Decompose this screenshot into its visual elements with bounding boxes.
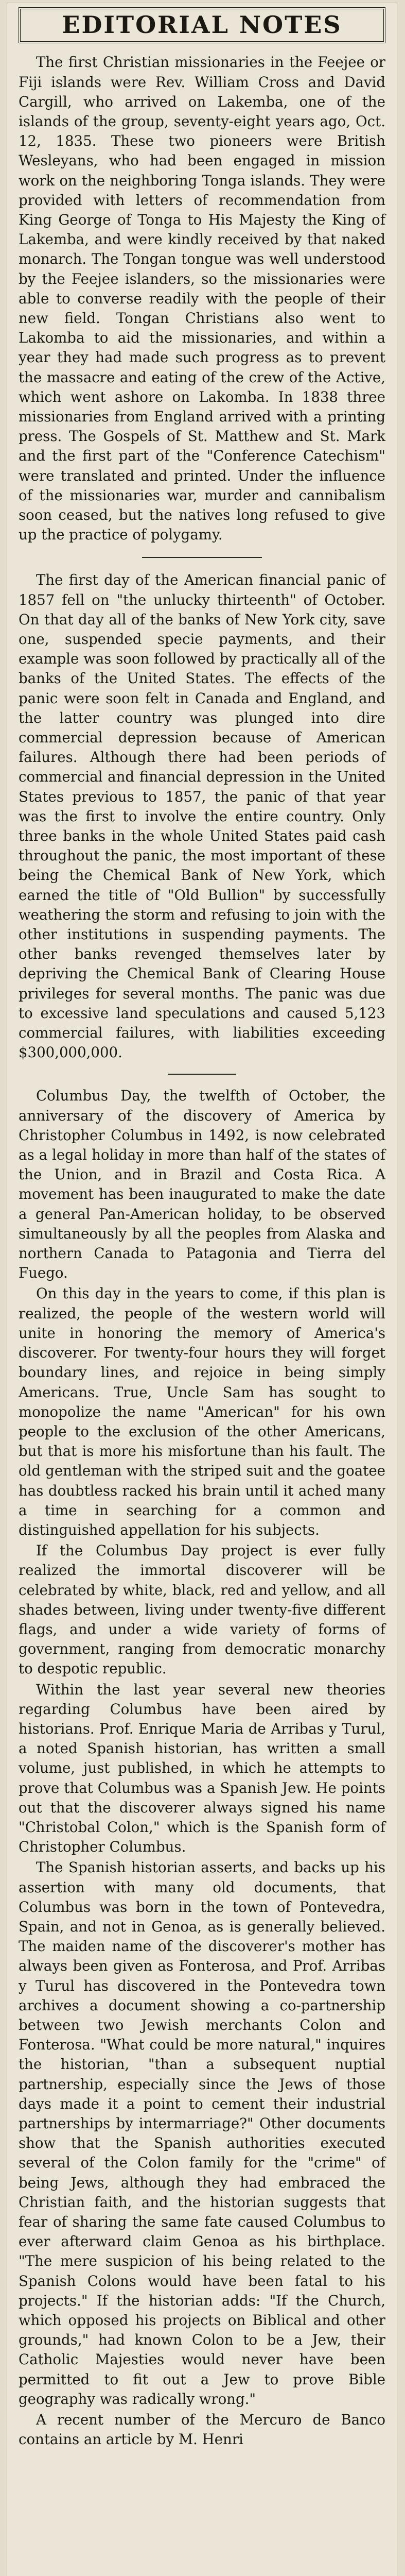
article-paragraph: A recent number of the Mercuro de Banco contains an article by M. Henri — [19, 2411, 385, 2448]
article-paragraph: The first Christian missionaries in the Feejee or Fiji islands were Rev. William Cross and David Cargill, who arrived on Lakemba, one of the islands of the group, seventy-eight years ago, Oct. 12, 1835. These two pioneers were British Wesleyans, who had been engaged in mission work on the neighboring Tonga islands. They were provided with letters of recommendation from King George of Tonga to His Majesty the King of Lakemba, and were kindly received by that naked monarch. The Tongan tongue was well understood by the Feejee islanders, so the missionaries were able to converse readily with the people of their new field. Tongan Christians also went to Lakomba to aid the missionaries, and within a year they had made such progress as to prevent the massacre and eating of the crew of the Active, which went ashore on Lakomba. In 1838 three missionaries from England arrived with a printing press. The Gospels of St. Matthew and St. Mark and the first part of the "Conference Catechism" were translated and printed. Under the influence of the missionaries war, murder and cannibalism soon ceased, but the natives long refused to give up the practice of polygamy. — [19, 54, 385, 544]
article-paragraph: The Spanish historian asserts, and backs up his assertion with many old documents, that Columbus was born in the town of Pontevedra, Spain, and not in Genoa, as is generally believed. The maiden name of the discoverer's mother has always been given as Fonterosa, and Prof. Arribas y Turul has discovered in the Pontevedra town archives a document showing a co-partnership between two Jewish merchants Colon and Fonterosa. "What could be more natural," inquires the historian, "than a subsequent nuptial partnership, especially since the Jews of those days made it a point to cement their industrial partnerships by intermarriage?" Other documents show that the Spanish authorities executed several of the Colon family for the "crime" of being Jews, although they had embraced the Christian faith, and the historian suggests that fear of sharing the same fate caused Columbus to ever afterward claim Genoa as his birthplace. "The mere suspicion of his being related to the Spanish Colons would have been fatal to his projects." If the historian adds: "If the Church, which opposed his projects on Biblical and other grounds," had known Colon to be a Jew, their Catholic Majesties would never have been permitted to fit out a Jew to prove Bible geography was radically wrong." — [19, 1859, 385, 2408]
newspaper-clipping — [7, 3, 397, 2576]
article-paragraph: Within the last year several new theories regarding Columbus have been aired by historians. Prof. Enrique Maria de Arribas y Turul, a noted Spanish historian, has written a small volume, just published, in which he attempts to prove that Columbus was a Spanish Jew. He points out that the discoverer always signed his name "Christobal Colon," which is the Spanish form of Christopher Columbus. — [19, 1681, 385, 1856]
article-paragraph: On this day in the years to come, if this plan is realized, the people of the western world will unite in honoring the memory of America's discoverer. For twenty-four hours they will forget boundary lines, and rejoice in being simply Americans. True, Uncle Sam has sought to monopolize the name "American" for his own people to the exclusion of the other Americans, but that is more his misfortune than his fault. The old gentleman with the striped suit and the goatee has doubtless racked his brain until it ached many a time in searching for a common and distinguished appellation for his subjects. — [19, 1285, 385, 1538]
article-fiji-missionaries — [19, 53, 385, 545]
article-paragraph: If the Columbus Day project is ever fully realized the immortal discoverer will be celebrated by white, black, red and yellow, and all shades between, living under twenty-five different flags, and under a wide variety of forms of government, ranging from democratic monarchy to despotic republic. — [19, 1542, 385, 1677]
column-rule — [168, 1074, 236, 1075]
column-rule — [142, 557, 262, 558]
article-columbus-day — [19, 1086, 385, 2449]
masthead-title: EDITORIAL NOTES — [62, 11, 342, 39]
masthead-box — [19, 7, 385, 43]
article-paragraph: The first day of the American financial panic of 1857 fell on "the unlucky thirteenth" of October. On that day all of the banks of New York city, save one, suspended specie payments, and their example was soon followed by practically all of the banks of the United States. The effects of the panic were soon felt in Canada and England, and the latter country was plunged into dire commercial depression because of American failures. Although there had been periods of commercial and financial depression in the United States previous to 1857, the panic of that year was the first to involve the entire country. Only three banks in the whole United States paid cash throughout the panic, the most important of these being the Chemical Bank of New York, which earned the title of "Old Bullion" by successfully weathering the storm and refusing to join with the other institutions in suspending payments. The other banks revenged themselves later by depriving the Chemical Bank of Clearing House privileges for several months. The panic was due to excessive land speculations and caused 5,123 commercial failures, with liabilities exceeding $300,000,000. — [19, 571, 385, 1061]
article-panic-1857 — [19, 570, 385, 1062]
article-paragraph: Columbus Day, the twelfth of October, the anniversary of the discovery of America by Christopher Columbus in 1492, is now celebrated as a legal holiday in more than half of the states of the Union, and in Brazil and Costa Rica. A movement has been inaugurated to make the date a general Pan-American holiday, to be observed simultaneously by all the peoples from Alaska and northern Canada to Patagonia and Tierra del Fuego. — [19, 1087, 385, 1282]
